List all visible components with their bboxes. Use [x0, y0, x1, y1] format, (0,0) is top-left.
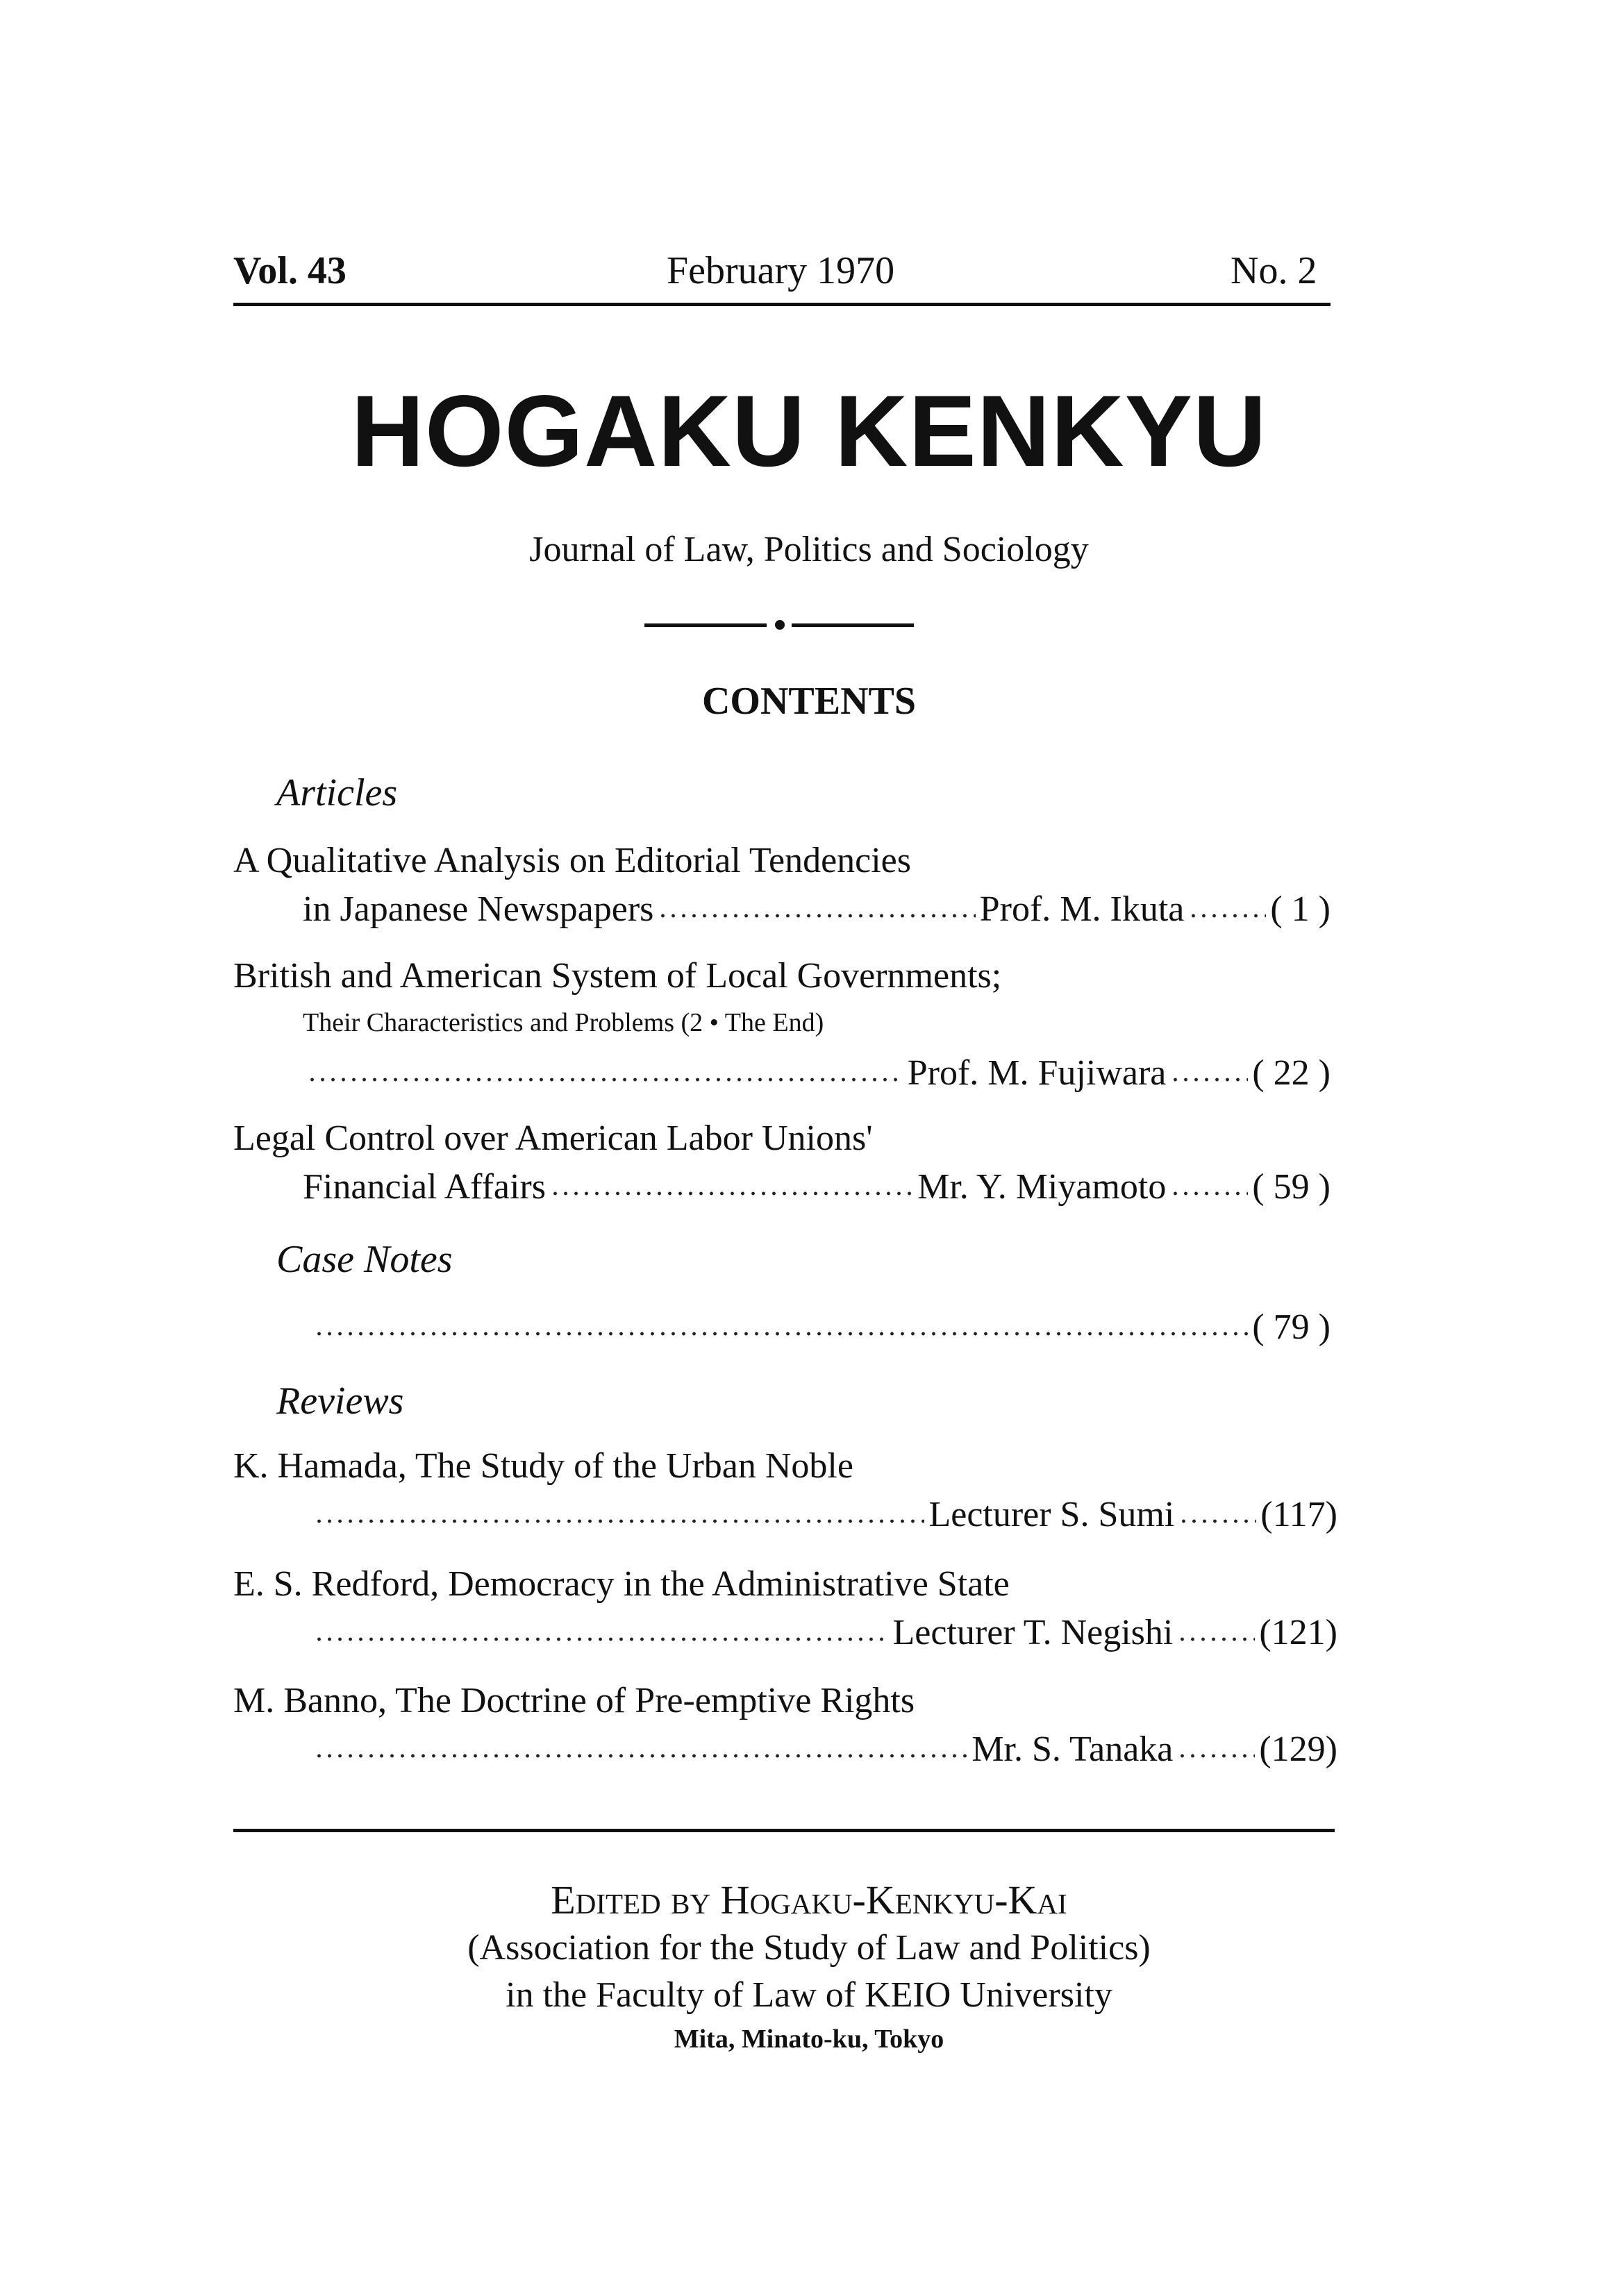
article-1-author: Prof. M. Ikuta: [979, 889, 1185, 929]
ornament-left-rule: [644, 623, 767, 627]
address-line: Mita, Minato-ku, Tokyo: [674, 2025, 944, 2054]
leader-dots: [550, 1191, 913, 1196]
case-notes-entry[interactable]: [310, 1309, 1331, 1346]
association-line: (Association for the Study of Law and Politics): [467, 1928, 1151, 1968]
article-3-entry[interactable]: [303, 1169, 1331, 1205]
review-2-title: E. S. Redford, Democracy in the Administrative State: [233, 1564, 1010, 1604]
review-3-author: Mr. S. Tanaka: [971, 1729, 1174, 1769]
article-1-title-cont: in Japanese Newspapers: [303, 889, 654, 929]
review-1-page: (117): [1260, 1495, 1337, 1534]
leader-dots: [658, 914, 975, 918]
section-articles: Articles: [276, 771, 398, 814]
issue-date: February 1970: [667, 249, 895, 292]
section-reviews: Reviews: [276, 1380, 404, 1423]
ornament-dot: [775, 620, 785, 630]
leader-dots: [1177, 1754, 1255, 1758]
article-3-title-cont: Financial Affairs: [303, 1167, 546, 1207]
section-case-notes: Case Notes: [276, 1238, 453, 1281]
leader-dots: [1177, 1637, 1255, 1641]
review-3-title: M. Banno, The Doctrine of Pre-emptive Rights: [233, 1681, 915, 1720]
leader-dots: [314, 1754, 967, 1758]
article-3-author: Mr. Y. Miyamoto: [917, 1167, 1167, 1207]
article-1-page: ( 1 ): [1270, 889, 1331, 929]
review-1-entry[interactable]: [310, 1497, 1337, 1533]
header-rule: [233, 303, 1331, 306]
leader-dots: [307, 1078, 903, 1082]
review-1-author: Lecturer S. Sumi: [928, 1495, 1175, 1534]
review-1-title: K. Hamada, The Study of the Urban Noble: [233, 1446, 853, 1486]
leader-dots: [314, 1519, 924, 1523]
article-2-title: British and American System of Local Governments;: [233, 956, 1002, 996]
footer-rule: [233, 1829, 1335, 1832]
article-1-entry[interactable]: [303, 891, 1331, 928]
article-2-author: Prof. M. Fujiwara: [907, 1053, 1167, 1093]
article-3-page: ( 59 ): [1252, 1167, 1331, 1207]
issue-number: No. 2: [1231, 249, 1317, 292]
review-3-page: (129): [1259, 1729, 1337, 1769]
article-3-title: Legal Control over American Labor Unions': [233, 1118, 873, 1158]
ornament-right-rule: [792, 623, 914, 627]
contents-heading: CONTENTS: [701, 680, 917, 723]
journal-subtitle: Journal of Law, Politics and Sociology: [529, 530, 1089, 569]
volume-label: Vol. 43: [233, 249, 347, 292]
article-2-page: ( 22 ): [1252, 1053, 1331, 1093]
review-3-entry[interactable]: [310, 1729, 1337, 1769]
article-1-title: A Qualitative Analysis on Editorial Tendencies: [233, 841, 911, 880]
leader-dots: [1170, 1191, 1248, 1196]
leader-dots: [1178, 1519, 1256, 1523]
leader-dots: [1188, 914, 1266, 918]
editor-line: Edited by Hogaku-Kenkyu-Kai: [551, 1877, 1067, 1922]
case-notes-page: ( 79 ): [1252, 1307, 1331, 1347]
journal-title: HOGAKU KENKYU: [351, 374, 1267, 487]
review-2-author: Lecturer T. Negishi: [892, 1613, 1174, 1652]
leader-dots: [314, 1637, 889, 1641]
article-2-entry[interactable]: [303, 1055, 1331, 1091]
faculty-line: in the Faculty of Law of KEIO University: [506, 1975, 1112, 2015]
leader-dots: [1170, 1078, 1248, 1082]
review-2-page: (121): [1259, 1613, 1337, 1652]
leader-dots: [314, 1332, 1248, 1336]
article-2-subtitle: Their Characteristics and Problems (2 • The End): [303, 1008, 824, 1037]
review-2-entry[interactable]: [310, 1615, 1337, 1651]
